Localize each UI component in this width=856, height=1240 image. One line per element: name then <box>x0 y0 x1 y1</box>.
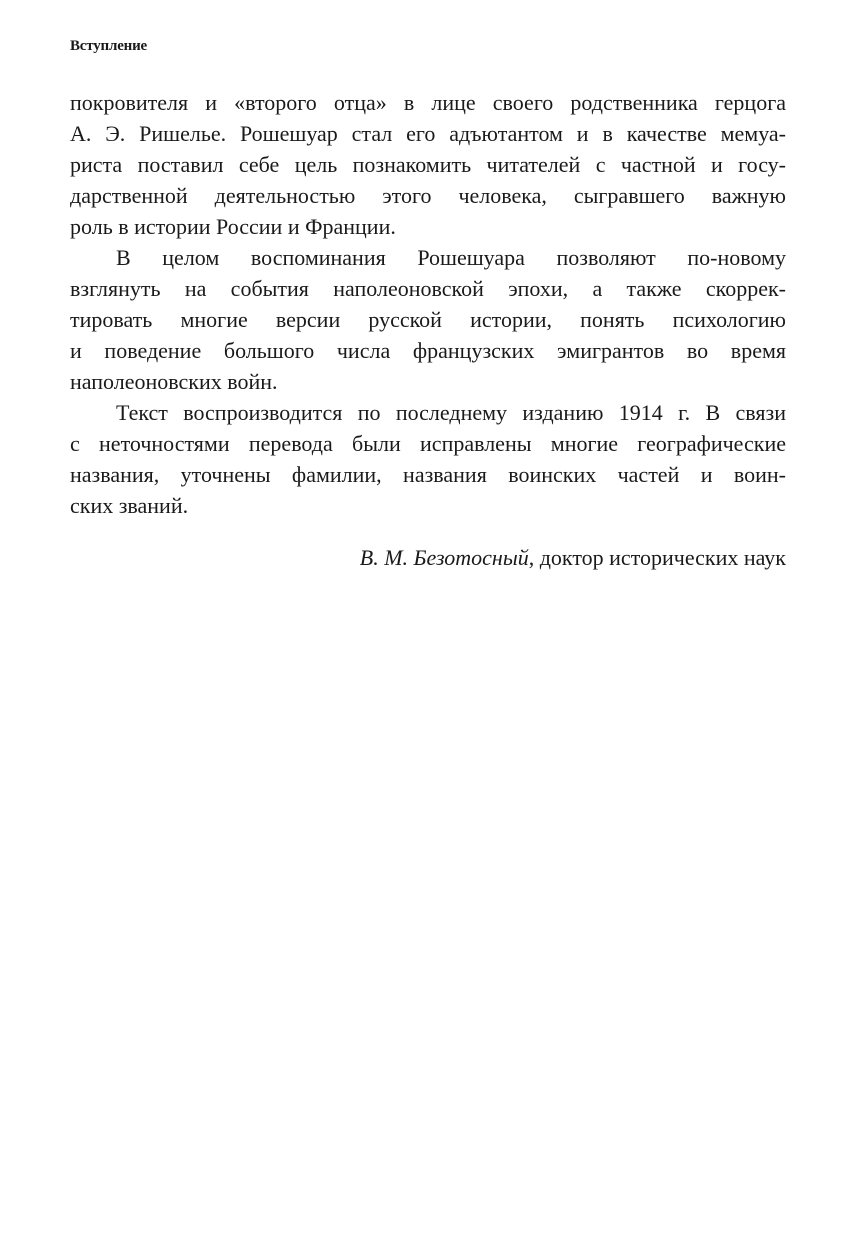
text-line: тировать многие версии русской истории, понять психологию <box>70 307 786 332</box>
text-line: Текст воспроизводится по последнему изданию 1914 г. В связи <box>116 400 786 425</box>
text-line: А. Э. Ришелье. Рошешуар стал его адъютантом и в качестве мемуа- <box>70 121 786 146</box>
text-line: ских званий. <box>70 493 189 518</box>
signature-title: , доктор исторических наук <box>528 545 786 570</box>
body-text <box>70 87 786 521</box>
text-line: риста поставил себе цель познакомить читателей с частной и госу- <box>70 152 786 177</box>
text-line: с неточностями перевода были исправлены многие географические <box>70 431 786 456</box>
text-line: роль в истории России и Франции. <box>70 214 396 239</box>
text-line: наполеоновских войн. <box>70 369 278 394</box>
signature-author: В. М. Безотосный <box>359 545 529 570</box>
text-line: покровителя и «второго отца» в лице своего родственника герцога <box>70 90 786 115</box>
text-line: В целом воспоминания Рошешуара позволяют по-новому <box>116 245 786 270</box>
text-line: и поведение большого числа французских эмигрантов во время <box>70 338 786 363</box>
paragraph-2 <box>70 242 786 397</box>
text-line: взглянуть на события наполеоновской эпохи, а также скоррек- <box>70 276 786 301</box>
text-line: названия, уточнены фамилии, названия воинских частей и воин- <box>70 462 786 487</box>
paragraph-3 <box>70 397 786 521</box>
signature <box>70 542 786 573</box>
paragraph-1 <box>70 87 786 242</box>
text-line: дарственной деятельностью этого человека, сыгравшего важную <box>70 183 786 208</box>
running-header: Вступление <box>70 38 147 54</box>
